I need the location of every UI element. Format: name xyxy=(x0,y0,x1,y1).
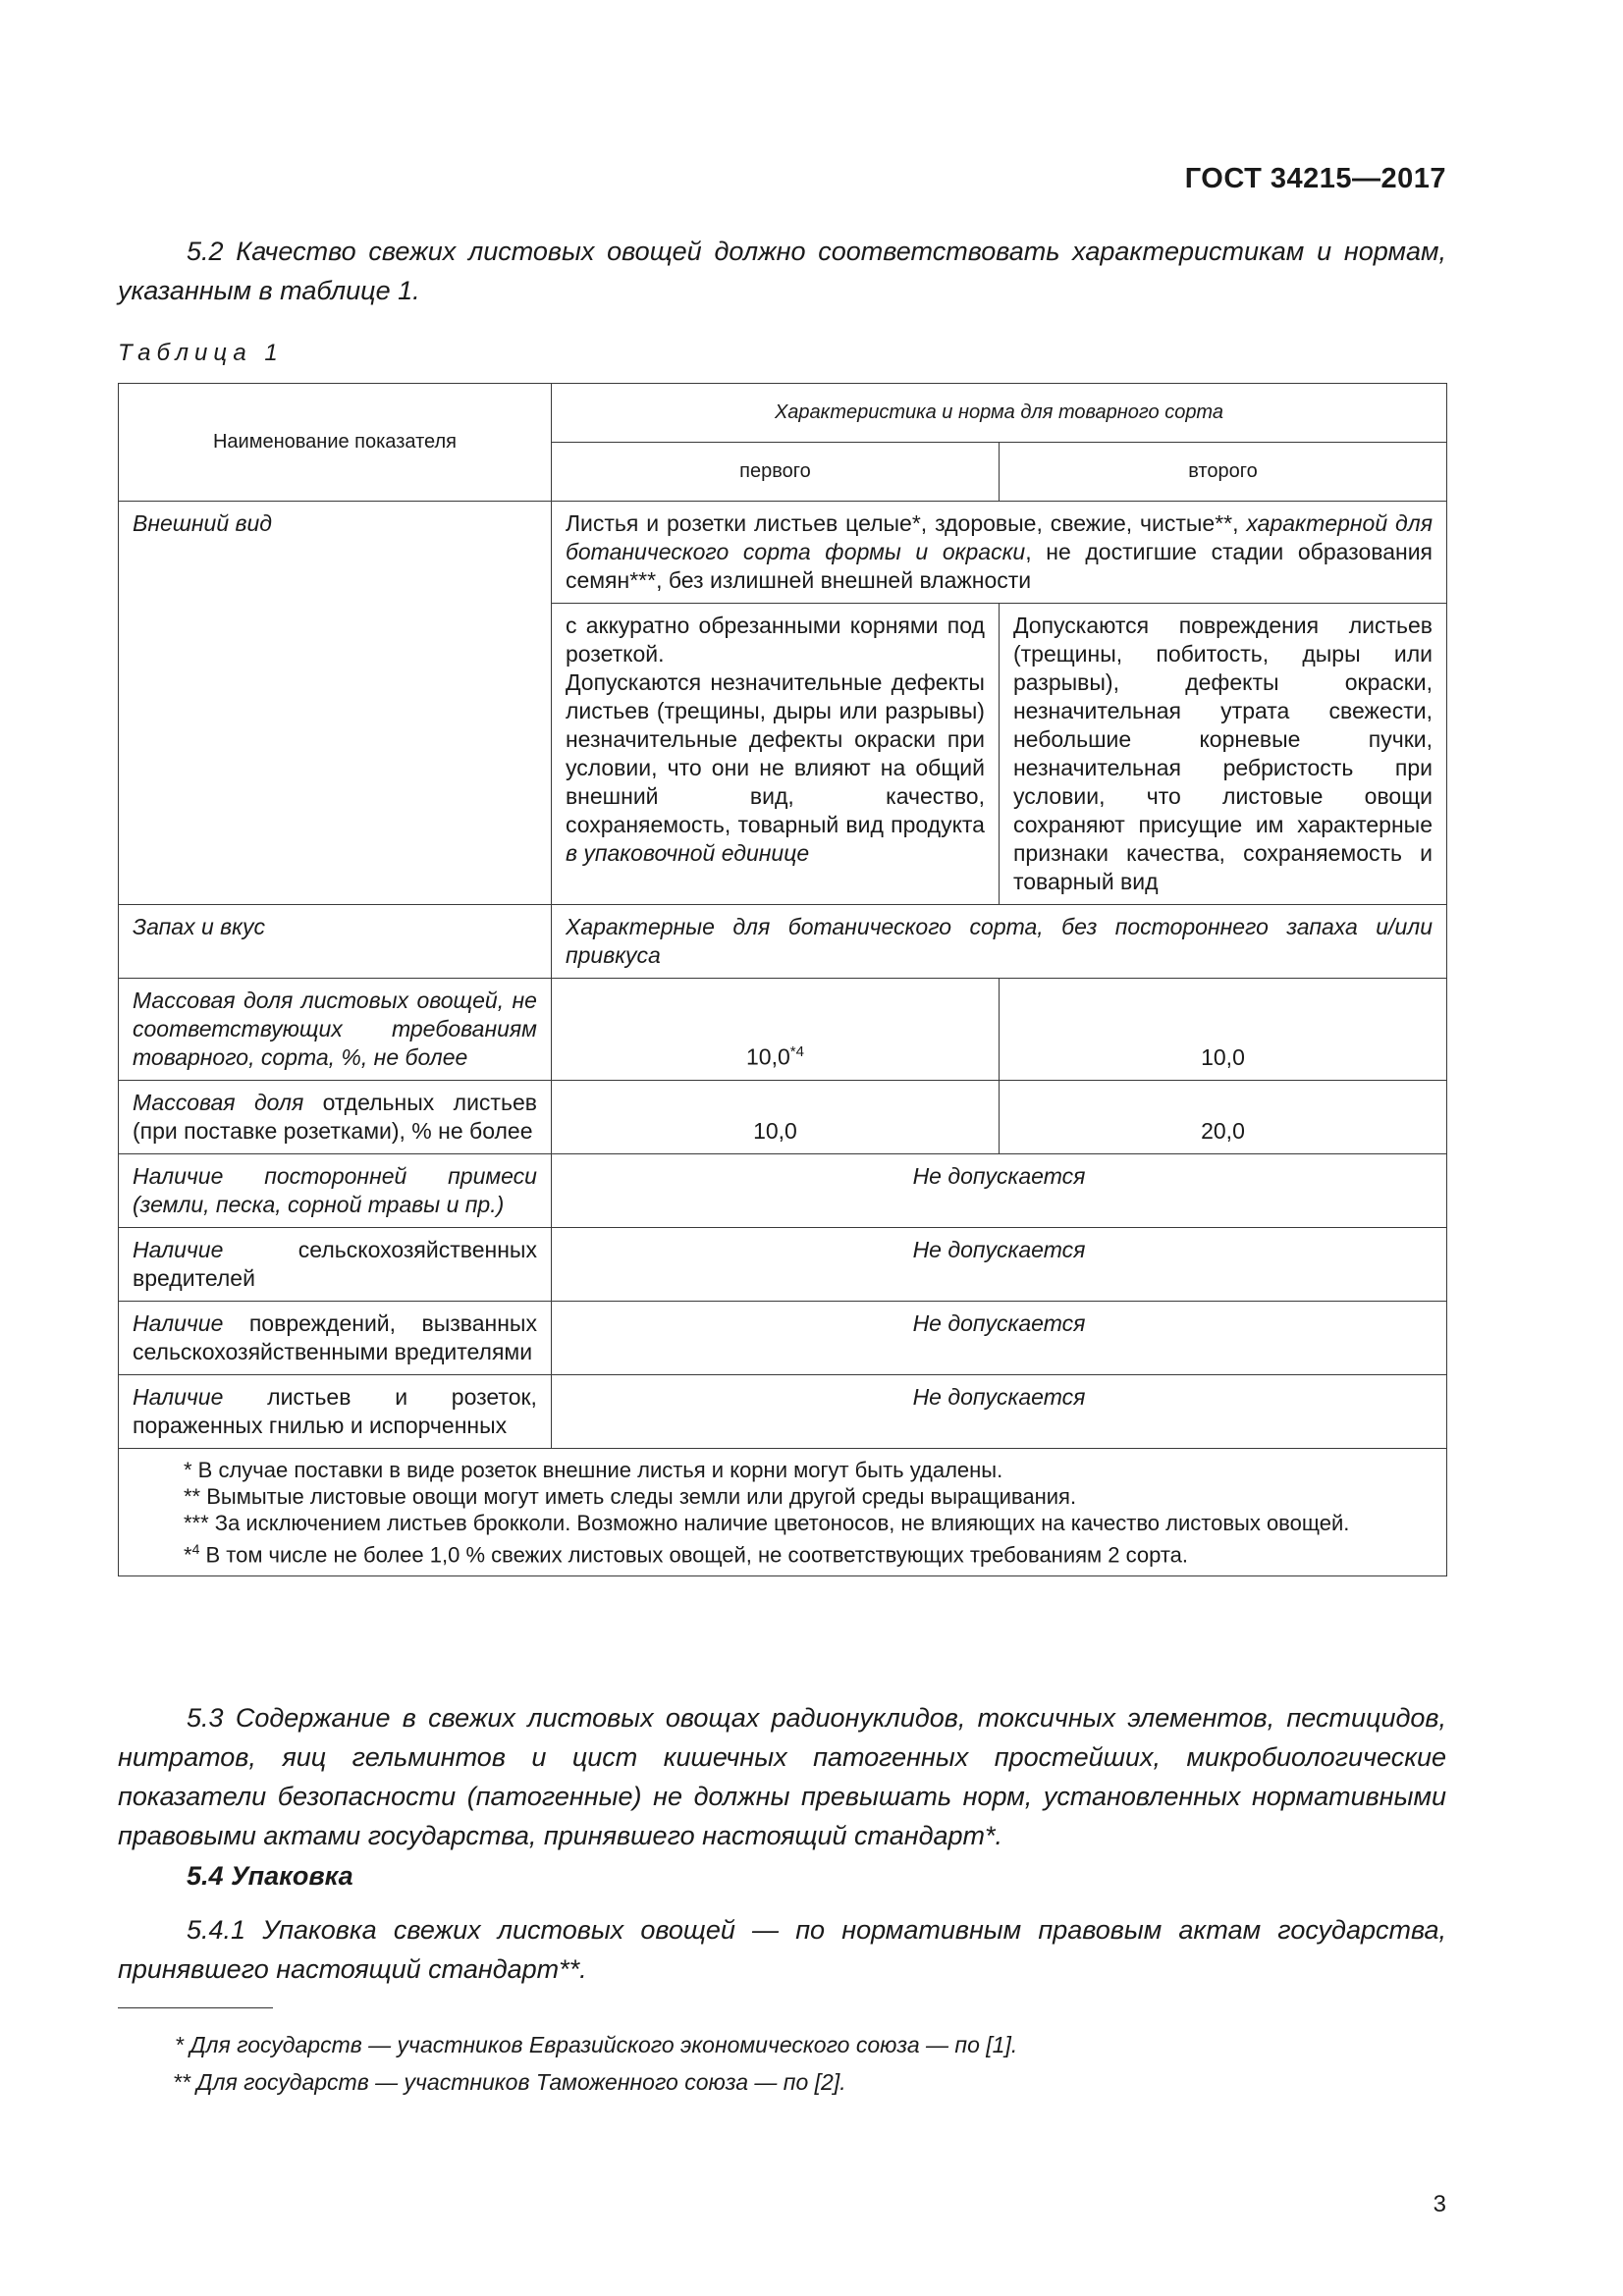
table-note-2: ** Вымытые листовые овощи могут иметь следы земли или другой среды выращивания. xyxy=(184,1484,1077,1509)
row-damage-value: Не допускается xyxy=(551,1302,1446,1375)
quality-table xyxy=(118,383,1447,1576)
row-smell-value: Характерные для ботанического сорта, без постороннего запаха и/или привкуса xyxy=(551,905,1446,979)
row-mass-share-second: 10,0 xyxy=(999,979,1446,1081)
header-indicator-name: Наименование показателя xyxy=(119,384,552,502)
document-code: ГОСТ 34215—2017 xyxy=(1184,163,1446,194)
row-separate-leaves-name: Массовая доля отдельных листьев (при поставке розетками), % не более xyxy=(119,1081,552,1154)
row-appearance-first: с аккуратно обрезанными корнями под розеткой. Допускаются незначительные дефекты листьев (трещины, дыры или разрывы) незначительные дефекты окраски при условии, что они не влияют на общий внешний вид, качество, сохраняемость, товарный вид продукта в упаковочной единице xyxy=(551,604,999,905)
row-appearance-common: Листья и розетки листьев целые*, здоровые, свежие, чистые**, характерной для ботанического сорта формы и окраски, не достигшие стадии образования семян***, без излишней внешней влажности xyxy=(551,502,1446,604)
header-grade-first: первого xyxy=(551,443,999,502)
footnote-2: ** Для государств — участников Таможенного союза — по [2]. xyxy=(173,2069,846,2095)
table-note-3: *** За исключением листьев брокколи. Возможно наличие цветоносов, не влияющих на качество листовых овощей. xyxy=(184,1511,1350,1535)
row-pests-value: Не допускается xyxy=(551,1228,1446,1302)
row-impurity-value: Не допускается xyxy=(551,1154,1446,1228)
row-separate-leaves-first: 10,0 xyxy=(551,1081,999,1154)
header-grade-second: второго xyxy=(999,443,1446,502)
paragraph-5-3 xyxy=(118,1698,1446,1855)
paragraph-5-4-1-text: 5.4.1 Упаковка свежих листовых овощей — по нормативным правовым актам государства, принявшего настоящий стандарт**. xyxy=(118,1915,1446,1984)
row-pests-name: Наличие сельскохозяйственных вредителей xyxy=(119,1228,552,1302)
row-damage-name: Наличие повреждений, вызванных сельскохозяйственными вредителями xyxy=(119,1302,552,1375)
row-smell-name: Запах и вкус xyxy=(119,905,552,979)
paragraph-5-3-text: 5.3 Содержание в свежих листовых овощах радионуклидов, токсичных элементов, пестицидов, нитратов, яиц гельминтов и цист кишечных патогенных простейших, микробиологические показатели безопасности (патогенные) не должны превышать норм, установленных нормативными правовыми актами государства, принявшего настоящий стандарт*. xyxy=(118,1703,1446,1850)
footnote-1: * Для государств — участников Евразийского экономического союза — по [1]. xyxy=(175,2032,1018,2057)
row-appearance-second: Допускаются повреждения листьев (трещины, побитость, дыры или разрывы), дефекты окраски, незначительная утрата свежести, небольшие корневые пучки, незначительная ребристость при условии, что листовые овощи сохраняют присущие им характерные признаки качества, сохраняемость и товарный вид xyxy=(999,604,1446,905)
page-number: 3 xyxy=(1433,2191,1446,2217)
table-note-1: * В случае поставки в виде розеток внешние листья и корни могут быть удалены. xyxy=(184,1458,1003,1482)
row-mass-share-name: Массовая доля листовых овощей, не соответствующих требованиям товарного, сорта, %, не более xyxy=(119,979,552,1081)
paragraph-5-2 xyxy=(118,232,1446,310)
row-appearance-name: Внешний вид xyxy=(119,502,552,905)
row-mass-share-first: 10,0$^{*4}$ xyxy=(551,979,999,1081)
row-impurity-name: Наличие посторонней примеси (земли, песка, сорной травы и пр.) xyxy=(119,1154,552,1228)
table-caption: Таблица 1 xyxy=(118,340,284,366)
paragraph-5-4-1 xyxy=(118,1910,1446,1989)
row-rot-name: Наличие листьев и розеток, пораженных гнилью и испорченных xyxy=(119,1375,552,1449)
paragraph-5-2-text: 5.2 Качество свежих листовых овощей должно соответствовать характеристикам и нормам, указанным в таблице 1. xyxy=(118,237,1446,305)
row-rot-value: Не допускается xyxy=(551,1375,1446,1449)
table-note-4: *$^4$ В том числе не более 1,0 % свежих листовых овощей, не соответствующих требованиям 2 сорта. xyxy=(184,1541,1189,1568)
header-grade-group: Характеристика и норма для товарного сорта xyxy=(551,384,1446,443)
row-separate-leaves-second: 20,0 xyxy=(999,1081,1446,1154)
section-heading-packaging: 5.4 Упаковка xyxy=(187,1861,353,1891)
table-notes xyxy=(119,1449,1447,1576)
footnote-divider xyxy=(118,2007,273,2008)
